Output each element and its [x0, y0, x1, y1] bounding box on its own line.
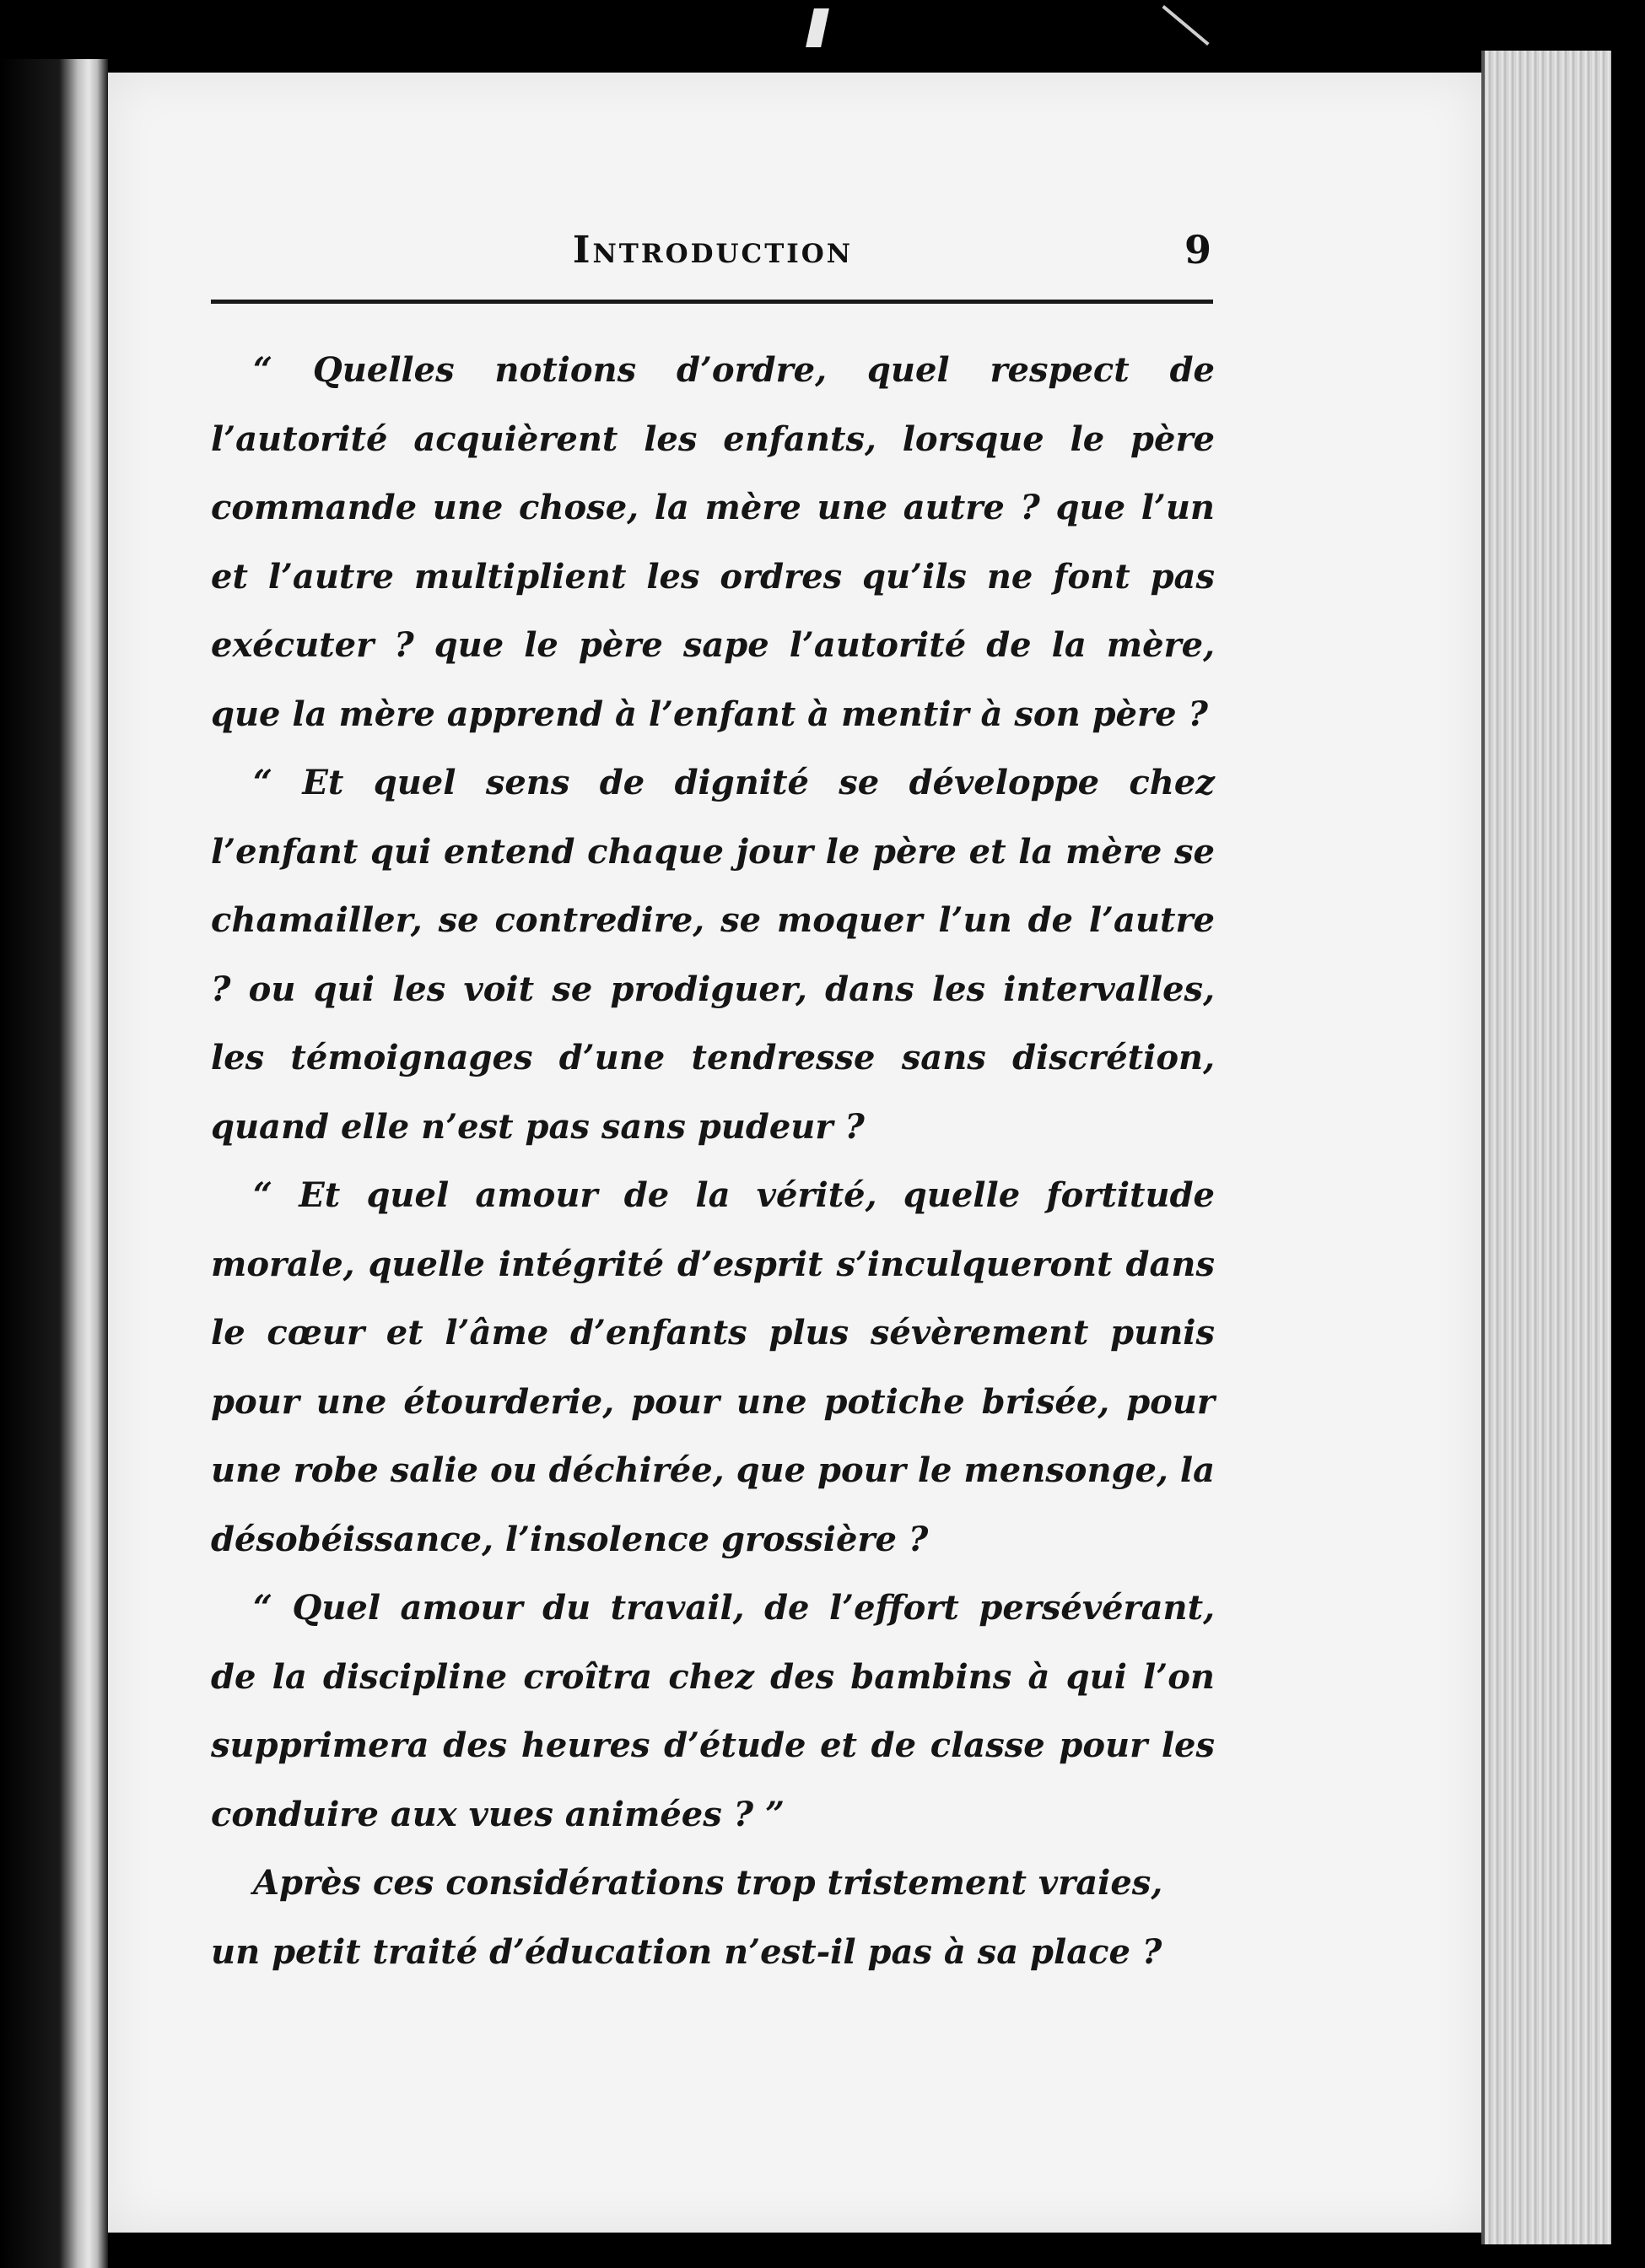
page-number: 9 — [1184, 227, 1211, 273]
paragraph: “ Et quel amour de la vérité, quelle fortitude morale, quelle intégrité d’esprit s’inculqueront dans le cœur et l’âme d’enfants plus sévèrement punis pour une étourderie, pour une potiche brisée, pour une robe salie ou déchirée, que pour le mensonge, la désobéissance, l’insolence grossière ? — [211, 1175, 1215, 1559]
header-rule — [211, 300, 1213, 304]
body-text — [211, 336, 1215, 1986]
header-title: Introduction — [572, 229, 854, 272]
paragraph: “ Et quel sens de dignité se développe chez l’enfant qui entend chaque jour le père et la mère se chamailler, se contredire, se moquer l’un de l’autre ? ou qui les voit se prodiguer, dans les intervalles, les témoignages d’une tendresse sans discrétion, quand elle n’est pas sans pudeur ? — [211, 763, 1215, 1147]
paragraph: “ Quelles notions d’ordre, quel respect de l’autorité acquièrent les enfants, lorsque le père commande une chose, la mère une autre ? que l’un et l’autre multiplient les ordres qu’ils ne font pas exécuter ? que le père sape l’autorité de la mère, que la mère apprend à l’enfant à mentir à son père ? — [211, 350, 1215, 734]
scan-mark — [806, 8, 829, 47]
paragraph: Après ces considérations trop tristement vraies, un petit traité d’éducation n’est-il pas à sa place ? — [211, 1863, 1163, 1972]
book-fore-edge — [1481, 51, 1611, 2244]
left-page-edge — [0, 59, 108, 2268]
running-header — [211, 224, 1215, 283]
scan-mark — [1162, 5, 1209, 46]
paragraph: “ Quel amour du travail, de l’effort persévérant, de la discipline croîtra chez des bambins à qui l’on supprimera des heures d’étude et de classe pour les conduire aux vues animées ? ” — [211, 1588, 1215, 1834]
